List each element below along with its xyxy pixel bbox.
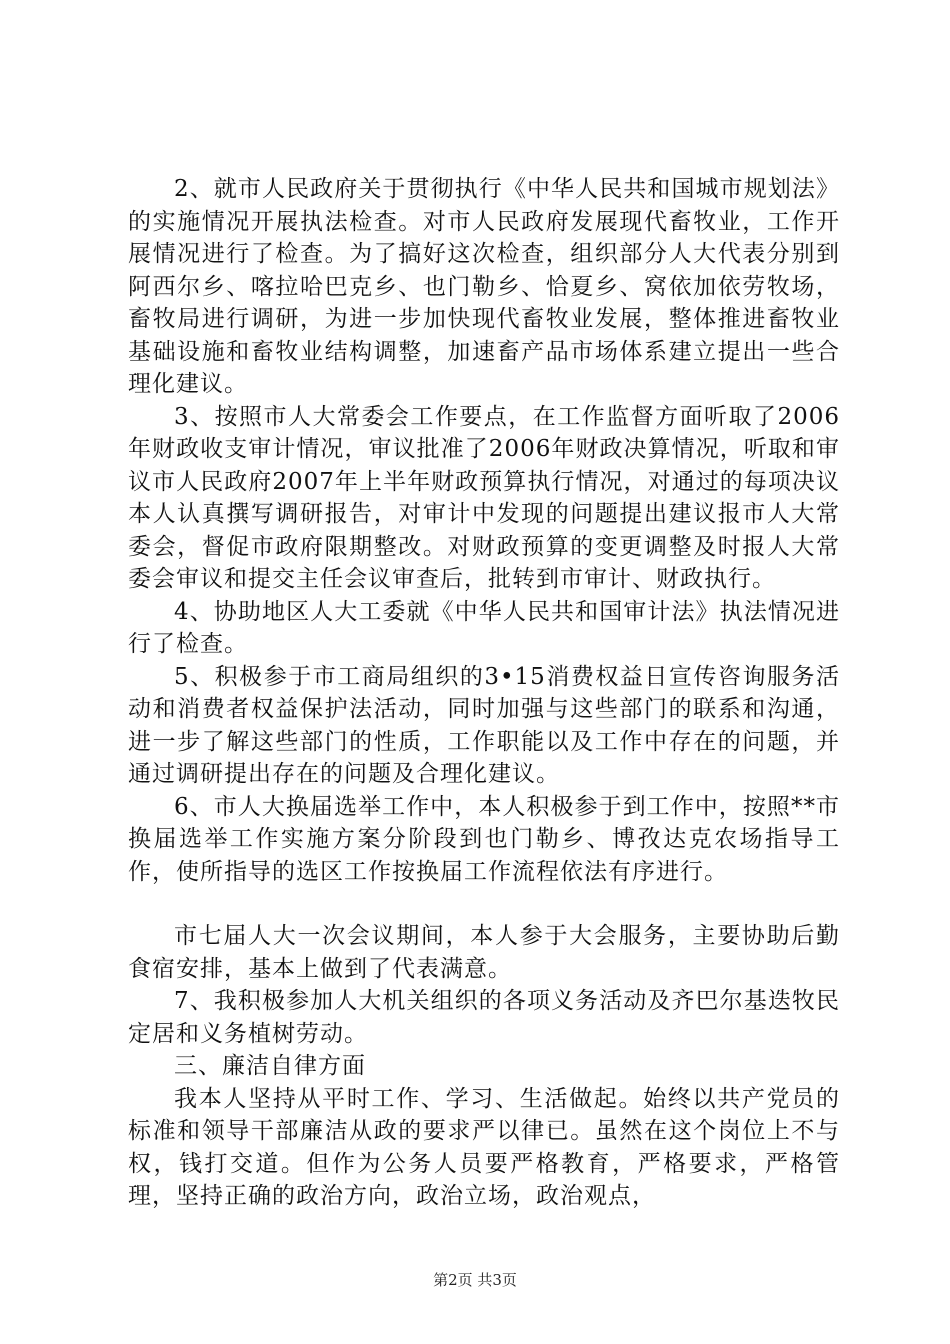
page-number: 第2页 共3页 — [433, 1271, 517, 1289]
paragraph-integrity: 我本人坚持从平时工作、学习、生活做起。始终以共产党员的标准和领导干部廉洁从政的要求严以律已。虽然在这个岗位上不与权，钱打交道。但作为公务人员要严格教育，严格要求，严格管理，坚持正确的政治方向，政治立场，政治观点， — [128, 1085, 840, 1209]
paragraph-7: 7、我积极参加人大机关组织的各项义务活动及齐巴尔基迭牧民定居和义务植树劳动。 — [128, 988, 840, 1047]
paragraph-4: 4、协助地区人大工委就《中华人民共和国审计法》执法情况进行了检查。 — [128, 598, 840, 657]
document-body — [128, 173, 840, 1213]
paragraph-2: 2、就市人民政府关于贯彻执行《中华人民共和国城市规划法》的实施情况开展执法检查。对市人民政府发展现代畜牧业，工作开展情况进行了检查。为了搞好这次检查，组织部分人大代表分别到阿西尔乡、喀拉哈巴克乡、也门勒乡、恰夏乡、窝依加依劳牧场，畜牧局进行调研，为进一步加快现代畜牧业发展，整体推进畜牧业基础设施和畜牧业结构调整，加速畜产品市场体系建立提出一些合理化建议。 — [128, 176, 840, 397]
paragraph-5: 5、积极参于市工商局组织的3•15消费权益日宣传咨询服务活动和消费者权益保护法活动，同时加强与这些部门的联系和沟通，进一步了解这些部门的性质，工作职能以及工作中存在的问题，并通过调研提出存在的问题及合理化建议。 — [128, 663, 840, 787]
paragraph-6: 6、市人大换届选举工作中，本人积极参于到工作中，按照**市换届选举工作实施方案分阶段到也门勒乡、博孜达克农场指导工作，使所指导的选区工作按换届工作流程依法有序进行。 — [128, 793, 840, 885]
paragraph-congress-service: 市七届人大一次会议期间，本人参于大会服务，主要协助后勤食宿安排，基本上做到了代表满意。 — [128, 923, 840, 982]
section-heading-integrity: 三、廉洁自律方面 — [174, 1053, 366, 1079]
paragraph-3: 3、按照市人大常委会工作要点，在工作监督方面听取了2006年财政收支审计情况，审议批准了2006年财政决算情况，听取和审议市人民政府2007年上半年财政预算执行情况，对通过的每项决议本人认真撰写调研报告，对审计中发现的问题提出建议报市人大常委会，督促市政府限期整改。对财政预算的变更调整及时报人大常委会审议和提交主任会议审查后，批转到市审计、财政执行。 — [128, 403, 840, 592]
